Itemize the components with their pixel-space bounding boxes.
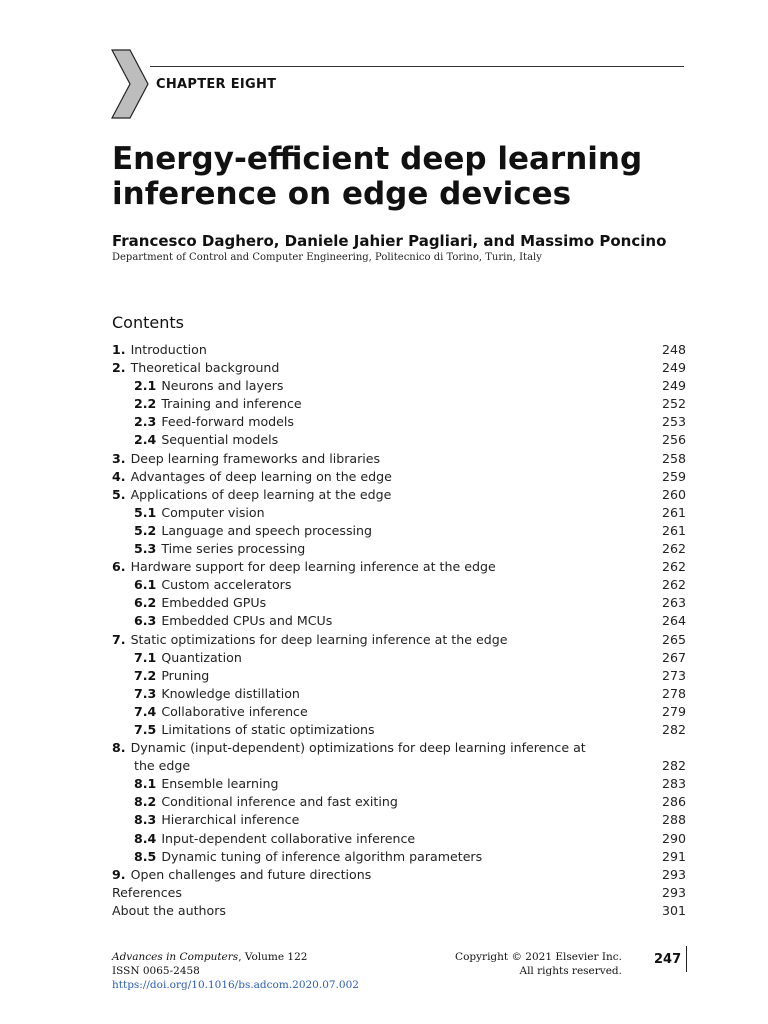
toc-entry-number: 1.	[112, 342, 126, 357]
footer-publication-info	[112, 950, 359, 992]
toc-entry-title: Deep learning frameworks and libraries	[130, 450, 381, 466]
toc-entry-page: 265	[661, 631, 686, 647]
chapter-chevron-icon	[110, 48, 150, 120]
toc-entry-title: Time series processing	[161, 541, 306, 557]
toc-entry[interactable]	[112, 848, 686, 866]
toc-entry-title: Embedded GPUs	[161, 595, 267, 611]
toc-entry-number: 2.1	[134, 378, 157, 394]
authors: Francesco Daghero, Daniele Jahier Pagliari, and Massimo Poncino	[112, 232, 667, 250]
toc-entry-title: Computer vision	[161, 504, 265, 520]
contents-heading: Contents	[112, 313, 184, 332]
toc-entry-page: 291	[661, 848, 686, 864]
toc-entry[interactable]	[112, 504, 686, 522]
toc-entry-number: 5.2	[134, 522, 157, 538]
toc-entry-number: 6.3	[134, 613, 157, 629]
rights-line: All rights reserved.	[519, 965, 622, 977]
copyright-line: Copyright © 2021 Elsevier Inc.	[455, 951, 622, 963]
journal-volume: , Volume 122	[238, 951, 308, 963]
toc-entry[interactable]	[112, 775, 686, 793]
toc-entry[interactable]	[112, 540, 686, 558]
page-number: 247	[654, 952, 682, 967]
toc-entry[interactable]	[112, 612, 686, 630]
toc-entry[interactable]	[112, 341, 686, 359]
toc-entry-page: 279	[661, 703, 686, 719]
toc-entry-number: 5.	[112, 486, 126, 502]
toc-entry-number: 3.	[112, 450, 126, 466]
toc-entry-page: 256	[661, 432, 686, 448]
toc-entry-title: About the authors	[112, 902, 226, 918]
toc-entry-title: Hardware support for deep learning inference at the edge	[130, 559, 496, 575]
toc-entry[interactable]	[112, 667, 686, 685]
toc-entry[interactable]	[112, 431, 686, 449]
toc-entry[interactable]	[112, 884, 686, 902]
toc-entry-number: 4.	[112, 468, 126, 484]
toc-entry-title: Knowledge distillation	[161, 685, 300, 701]
toc-entry[interactable]	[112, 757, 686, 775]
toc-entry-number: 8.2	[134, 794, 157, 810]
toc-entry-page: 262	[661, 577, 686, 593]
toc-entry-title: Input-dependent collaborative inference	[161, 830, 416, 846]
toc-entry-number: 7.1	[134, 649, 157, 665]
toc-entry[interactable]	[112, 649, 686, 667]
affiliation: Department of Control and Computer Engineering, Politecnico di Torino, Turin, Italy	[112, 252, 542, 263]
toc-entry-page: 273	[661, 667, 686, 683]
toc-entry-title: Open challenges and future directions	[130, 866, 372, 882]
toc-entry[interactable]	[112, 413, 686, 431]
toc-entry-title: Applications of deep learning at the edge	[130, 486, 392, 502]
toc-entry-number: 7.	[112, 631, 126, 647]
toc-entry-number: 2.4	[134, 432, 157, 448]
toc-entry-title: References	[112, 884, 182, 900]
toc-entry-page: 263	[661, 595, 686, 611]
toc-entry-page: 282	[661, 721, 686, 737]
toc-entry-number: 8.4	[134, 830, 157, 846]
toc-entry-page: 261	[661, 522, 686, 538]
toc-entry-number: 7.3	[134, 685, 157, 701]
toc-entry-page: 286	[661, 794, 686, 810]
page-number-bar	[686, 946, 687, 972]
toc-entry[interactable]	[112, 377, 686, 395]
toc-entry[interactable]	[112, 811, 686, 829]
toc-entry-title: Custom accelerators	[161, 577, 292, 593]
toc-entry-page: 260	[661, 486, 686, 502]
toc-entry-title: Advantages of deep learning on the edge	[130, 468, 392, 484]
issn: ISSN 0065-2458	[112, 965, 200, 977]
toc-entry-number: 6.1	[134, 577, 157, 593]
toc-entry-title: Feed-forward models	[161, 414, 294, 430]
toc-entry-page: 282	[661, 758, 686, 774]
toc-entry-number: 2.3	[134, 414, 157, 430]
toc-entry[interactable]	[112, 522, 686, 540]
header-rule	[150, 66, 684, 67]
toc-entry-page: 253	[661, 414, 686, 430]
toc-entry-page: 267	[661, 649, 686, 665]
toc-entry-title: Introduction	[130, 342, 207, 357]
toc-entry[interactable]	[112, 631, 686, 649]
toc-entry-number: 2.2	[134, 396, 157, 412]
toc-entry[interactable]	[112, 793, 686, 811]
toc-entry-title: Embedded CPUs and MCUs	[161, 613, 333, 629]
toc-entry-title: Static optimizations for deep learning inference at the edge	[130, 631, 508, 647]
toc-entry-page: 262	[661, 559, 686, 575]
chapter-title-line-2: inference on edge devices	[112, 176, 572, 212]
table-of-contents	[112, 341, 686, 920]
toc-entry-title: Collaborative inference	[161, 703, 308, 719]
toc-entry-title: Sequential models	[161, 432, 279, 448]
toc-entry-title: Theoretical background	[130, 360, 280, 376]
toc-entry-page: 259	[661, 468, 686, 484]
toc-entry[interactable]	[112, 703, 686, 721]
toc-entry-page: 248	[661, 342, 686, 357]
toc-entry-number: 6.	[112, 559, 126, 575]
toc-entry-title: Dynamic (input-dependent) optimizations for deep learning inference at	[130, 740, 586, 756]
toc-entry[interactable]	[112, 558, 686, 576]
toc-entry-number: 8.3	[134, 812, 157, 828]
toc-entry-page: 249	[661, 378, 686, 394]
toc-entry-page: 283	[661, 776, 686, 792]
toc-entry-page: 264	[661, 613, 686, 629]
chapter-title-line-1: Energy-efficient deep learning	[112, 141, 643, 177]
toc-entry[interactable]	[112, 450, 686, 468]
toc-entry-page: 278	[661, 685, 686, 701]
toc-entry-title: Pruning	[161, 667, 210, 683]
toc-entry-number: 7.4	[134, 703, 157, 719]
journal-name: Advances in Computers	[112, 951, 239, 963]
toc-entry-number: 7.2	[134, 667, 157, 683]
toc-entry-number: 7.5	[134, 721, 157, 737]
toc-entry-page: 293	[661, 884, 686, 900]
chapter-title	[112, 142, 712, 212]
toc-entry-number: 6.2	[134, 595, 157, 611]
toc-entry-title: the edge	[134, 758, 191, 774]
toc-entry[interactable]	[112, 739, 686, 757]
toc-entry-number: 8.1	[134, 776, 157, 792]
toc-entry[interactable]	[112, 576, 686, 594]
toc-entry-page: 290	[661, 830, 686, 846]
toc-entry-title: Training and inference	[161, 396, 302, 412]
toc-entry-number: 9.	[112, 866, 126, 882]
toc-entry[interactable]	[112, 395, 686, 413]
toc-entry-page: 288	[661, 812, 686, 828]
doi-link[interactable]: https://doi.org/10.1016/bs.adcom.2020.07.002	[112, 979, 359, 991]
toc-entry-number: 2.	[112, 360, 126, 376]
toc-entry[interactable]	[112, 902, 686, 920]
toc-entry-page: 262	[661, 541, 686, 557]
toc-entry-title: Dynamic tuning of inference algorithm parameters	[161, 848, 483, 864]
toc-entry-page: 249	[661, 360, 686, 376]
chapter-label: CHAPTER EIGHT	[156, 77, 277, 92]
toc-entry-title: Quantization	[161, 649, 242, 665]
toc-entry-title: Conditional inference and fast exiting	[161, 794, 398, 810]
toc-entry[interactable]	[112, 594, 686, 612]
toc-entry-page: 301	[661, 902, 686, 918]
toc-entry-number: 5.3	[134, 541, 157, 557]
toc-entry-page: 252	[661, 396, 686, 412]
toc-entry-page: 261	[661, 504, 686, 520]
toc-entry[interactable]	[112, 685, 686, 703]
toc-entry[interactable]	[112, 468, 686, 486]
toc-entry-title: Hierarchical inference	[161, 812, 300, 828]
toc-entry[interactable]	[112, 359, 686, 377]
toc-entry-number: 5.1	[134, 504, 157, 520]
toc-entry-number: 8.5	[134, 848, 157, 864]
toc-entry-title: Language and speech processing	[161, 522, 372, 538]
toc-entry-title: Limitations of static optimizations	[161, 721, 375, 737]
toc-entry[interactable]	[112, 830, 686, 848]
toc-entry-title: Ensemble learning	[161, 776, 279, 792]
toc-entry[interactable]	[112, 866, 686, 884]
toc-entry[interactable]	[112, 721, 686, 739]
toc-entry-number: 8.	[112, 740, 126, 756]
toc-entry-page: 293	[661, 866, 686, 882]
toc-entry-page: 258	[661, 450, 686, 466]
footer-copyright	[455, 950, 622, 978]
toc-entry[interactable]	[112, 486, 686, 504]
toc-entry-title: Neurons and layers	[161, 378, 284, 394]
